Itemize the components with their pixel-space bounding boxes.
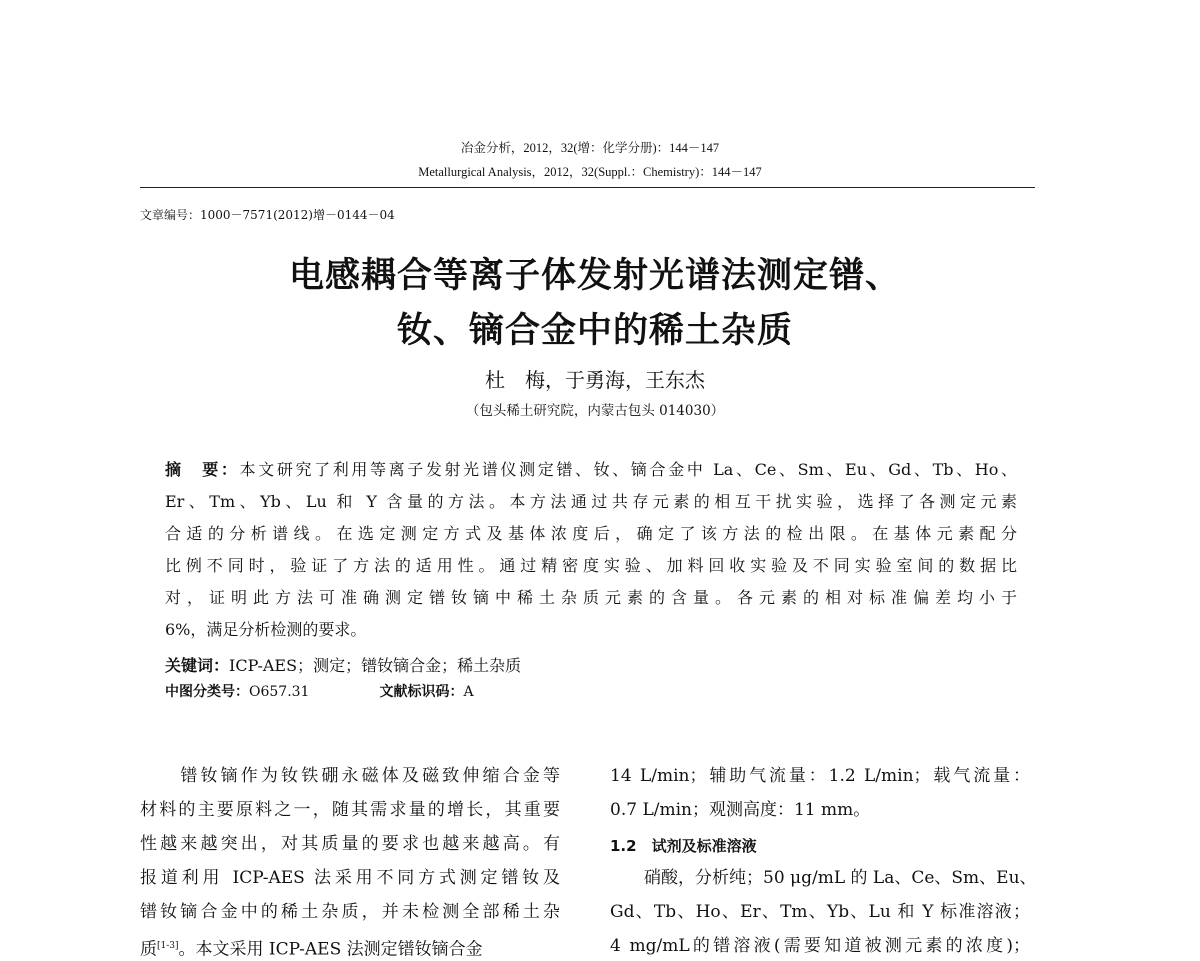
journal-header-en: Metallurgical Analysis，2012，32(Suppl.：Chemistry)：144－147 bbox=[418, 165, 762, 179]
abstract-line: 合适的分析谱线。在选定测定方式及基体浓度后，确定了该方法的检出限。在基体元素配分 bbox=[165, 524, 1017, 543]
citation[interactable]: [1-3] bbox=[157, 941, 179, 951]
keywords-value: ICP-AES；测定；镨钕镝合金；稀土杂质 bbox=[229, 656, 522, 675]
body-line: 14 L/min；辅助气流量：1.2 L/min；载气流量： bbox=[610, 766, 1030, 786]
body-line: 0.7 L/min；观测高度：11 mm。 bbox=[610, 800, 871, 820]
authors: 杜 梅，于勇海，王东杰 bbox=[485, 368, 705, 392]
abstract-label: 摘 要： bbox=[165, 460, 240, 479]
body-line: 材料的主要原料之一，随其需求量的增长，其重要 bbox=[140, 800, 560, 820]
doc-code-label: 文献标识码： bbox=[379, 684, 464, 700]
abstract-line: 比例不同时，验证了方法的适用性。通过精密度实验、加料回收实验及不同实验室间的数据比 bbox=[165, 556, 1017, 575]
article-number: 文章编号：1000－7571(2012)增－0144－04 bbox=[140, 208, 395, 222]
abstract-line: Er、Tm、Yb、Lu 和 Y 含量的方法。本方法通过共存元素的相互干扰实验，选择了各测定元素 bbox=[165, 492, 1017, 511]
abstract-line bbox=[165, 460, 1017, 480]
body-line: 镨钕镝合金中的稀土杂质，并未检测全部稀土杂 bbox=[140, 902, 560, 922]
body-line: 报道利用 ICP-AES 法采用不同方式测定镨钕及 bbox=[140, 868, 560, 888]
section-heading: 1.2 试剂及标准溶液 bbox=[610, 837, 757, 855]
body-line: 4 mg/mL的镨溶液(需要知道被测元素的浓度)； bbox=[610, 936, 1030, 956]
keywords-label: 关键词： bbox=[165, 656, 230, 675]
body-line: 性越来越突出，对其质量的要求也越来越高。有 bbox=[140, 834, 560, 854]
doc-code-value: A bbox=[463, 684, 474, 700]
title-line-1: 电感耦合等离子体发射光谱法测定镨、 bbox=[288, 256, 901, 296]
abstract-line: 对，证明此方法可准确测定镨钕镝中稀土杂质元素的含量。各元素的相对标准偏差均小于 bbox=[165, 588, 1017, 607]
abstract-line: 6%，满足分析检测的要求。 bbox=[165, 620, 367, 639]
body-text: 质 bbox=[140, 939, 157, 960]
abstract-text: 本文研究了利用等离子发射光谱仪测定镨、钕、镝合金中 La、Ce、Sm、Eu、Gd、Tb、Ho、 bbox=[239, 460, 1017, 479]
keywords bbox=[165, 653, 521, 676]
header-rule bbox=[140, 187, 1035, 188]
body-line: 镨钕镝作为钕铁硼永磁体及磁致伸缩合金等 bbox=[140, 766, 560, 786]
clc-label: 中图分类号： bbox=[165, 684, 249, 700]
body-line: 硝酸，分析纯；50 μg/mL 的 La、Ce、Sm、Eu、 bbox=[610, 868, 1037, 888]
body-line bbox=[140, 935, 560, 961]
affiliation: （包头稀土研究院，内蒙古包头 014030） bbox=[465, 403, 725, 419]
title-line-2: 钕、镝合金中的稀土杂质 bbox=[396, 311, 793, 351]
body-text: 。本文采用 ICP-AES 法测定镨钕镝合金 bbox=[178, 939, 483, 960]
body-line: Gd、Tb、Ho、Er、Tm、Yb、Lu 和 Y 标准溶液； bbox=[610, 902, 1030, 922]
clc-value: O657.31 bbox=[249, 684, 310, 700]
journal-header-cn: 冶金分析，2012，32(增：化学分册)：144－147 bbox=[460, 141, 720, 155]
classification bbox=[165, 681, 474, 701]
